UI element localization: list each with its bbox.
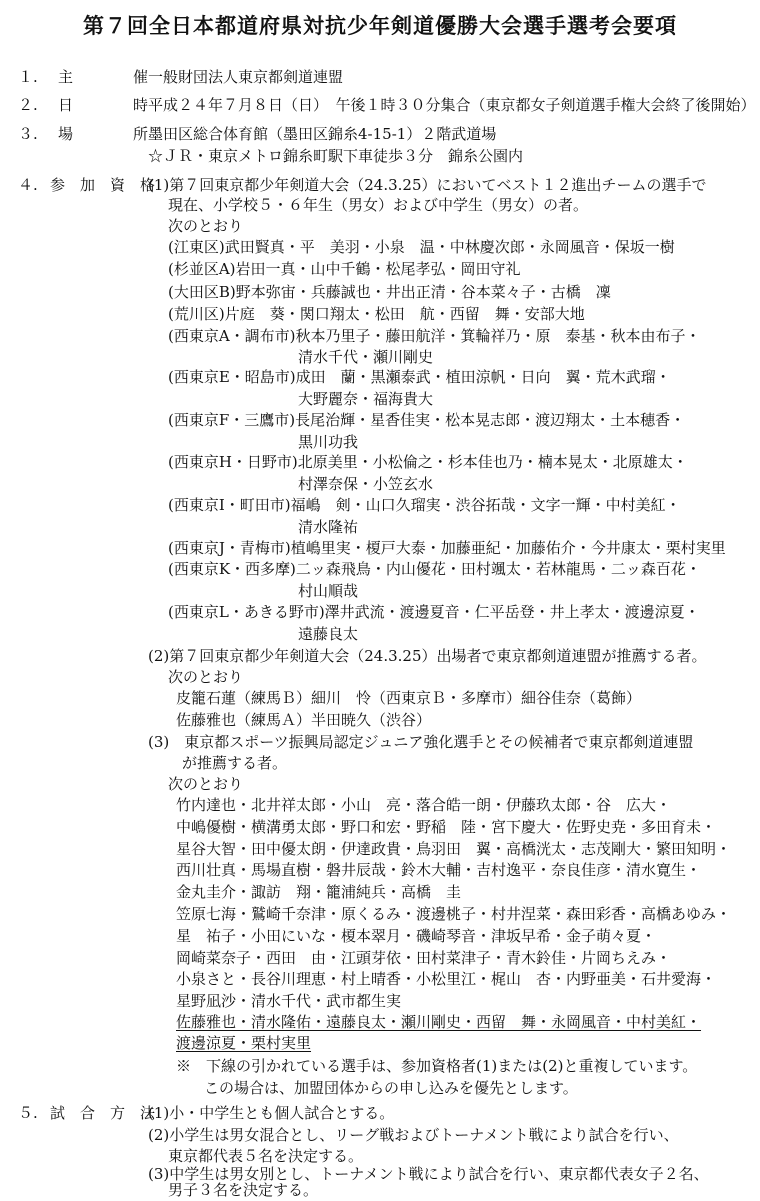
team-line: (西東京E・昭島市)成田 蘭・黒瀬泰武・植田涼帆・日向 翼・荒木武瑠・: [168, 368, 671, 386]
team-line: (西東京F・三鷹市)長尾治輝・星香佳実・松本晃志郎・渡辺翔太・土本穂香・: [168, 411, 686, 429]
team-line: (西東京A・調布市)秋本乃里子・藤田航洋・箕輪祥乃・原 泰基・秋本由布子・: [168, 327, 701, 345]
team-line: (西東京J・青梅市)植嶋里実・榎戸大泰・加藤亜紀・加藤佑介・今井康太・栗村実里: [168, 539, 726, 557]
q2-names: 佐藤雅也（練馬Ａ）半田暁久（渋谷）: [176, 711, 432, 729]
q3-underlined-names: 渡邊涼夏・栗村実里: [176, 1034, 312, 1052]
s5-item: 東京都代表５名を決定する。: [168, 1147, 364, 1165]
section-1-number: １.: [18, 68, 38, 86]
section-1-organizer: 一般財団法人東京都剣道連盟: [148, 68, 344, 86]
q3-names-line: 竹内達也・北井祥太郎・小山 亮・落合皓一朗・伊藤玖太郎・谷 広大・: [176, 796, 672, 814]
page-title: 第７回全日本都道府県対抗少年剣道優勝大会選手選考会要項: [83, 13, 677, 38]
s5-item: 男子３名を決定する。: [168, 1181, 319, 1199]
team-line: (荒川区)片庭 葵・関口翔太・松田 航・西留 舞・安部大地: [168, 305, 585, 323]
team-line: 清水千代・瀬川剛史: [298, 348, 434, 366]
section-3-venue: 墨田区総合体育館（墨田区錦糸4-15-1）２階武道場: [148, 125, 497, 143]
q3-names-line: 笠原七海・鷲崎千奈津・原くるみ・渡邊桃子・村井涅菜・森田彩香・高橋あゆみ・: [176, 905, 732, 923]
q3-names-line: 中嶋優樹・横溝勇太郎・野口和宏・野稲 陸・宮下慶大・佐野史尭・多田育未・: [176, 818, 717, 836]
section-5-label: 試 合 方 法: [50, 1104, 156, 1122]
q2-line1: (2)第７回東京都少年剣道大会（24.3.25）出場者で東京都剣道連盟が推薦する者。: [148, 647, 707, 665]
q2-intro: 次のとおり: [168, 668, 244, 686]
q3-names-line: 金丸圭介・諏訪 翔・籠浦純兵・高橋 圭: [176, 883, 462, 901]
q3-line2: が推薦する者。: [182, 754, 288, 772]
q3-line1: (3) 東京都スポーツ振興局認定ジュニア強化選手とその候補者で東京都剣道連盟: [148, 733, 694, 751]
s5-item: (3)中学生は男女別とし、トーナメント戦により試合を行い、東京都代表女子２名、: [148, 1165, 709, 1183]
section-3-number: ３.: [18, 125, 38, 143]
team-line: (西東京K・西多摩)二ッ森飛鳥・内山優花・田村颯太・若林龍馬・二ッ森百花・: [168, 560, 701, 578]
q1-line1: (1)第７回東京都少年剣道大会（24.3.25）においてベスト１２進出チームの選手で: [148, 176, 707, 194]
section-2-label: 日 時: [58, 96, 149, 114]
q3-names-line: 星野凪沙・清水千代・武市都生実: [176, 992, 402, 1010]
s5-item: (1)小・中学生とも個人試合とする。: [148, 1104, 395, 1122]
team-line: 黒川功我: [298, 433, 359, 451]
team-line: 村澤奈保・小笠玄水: [298, 475, 434, 493]
section-5-number: ５.: [18, 1104, 38, 1122]
team-line: 村山順哉: [298, 582, 359, 600]
q3-intro: 次のとおり: [168, 775, 244, 793]
q3-note-1: ※ 下線の引かれている選手は、参加資格者(1)または(2)と重複しています。: [176, 1057, 698, 1075]
team-line: (西東京L・あきる野市)澤井武流・渡邊夏音・仁平岳登・井上孝太・渡邊涼夏・: [168, 603, 700, 621]
q3-names-line: 岡崎菜奈子・西田 由・江頭芽依・田村菜津子・青木鈴佳・片岡ちえみ・: [176, 949, 672, 967]
section-3-label: 場 所: [58, 125, 149, 143]
team-line: 遠藤良太: [298, 625, 359, 643]
team-line: (西東京H・日野市)北原美里・小松倫之・杉本佳也乃・楠本晃太・北原雄太・: [168, 453, 688, 471]
q1-line2: 現在、小学校５・６年生（男女）および中学生（男女）の者。: [168, 196, 589, 214]
q3-names-line: 西川壮真・馬場直樹・磐井辰哉・鈴木大輔・吉村逸平・奈良佳彦・清水寛生・: [176, 861, 702, 879]
q2-names: 皮籠石蓮（練馬Ｂ）細川 怜（西東京Ｂ・多摩市）細谷佳奈（葛飾）: [176, 689, 642, 707]
q3-note-2: この場合は、加盟団体からの申し込みを優先とします。: [204, 1079, 578, 1097]
q3-underlined-names: 佐藤雅也・清水隆佑・遠藤良太・瀬川剛史・西留 舞・永岡風音・中村美紅・: [176, 1013, 702, 1031]
team-line: 清水隆祐: [298, 518, 359, 536]
section-2-number: ２.: [18, 96, 38, 114]
section-4-label: 参 加 資 格: [50, 176, 156, 194]
team-line: 大野麗奈・福海貴大: [298, 390, 434, 408]
section-3-access: ☆ＪＲ・東京メトロ錦糸町駅下車徒歩３分 錦糸公園内: [148, 147, 524, 165]
section-1-label: 主 催: [58, 68, 149, 86]
q3-names-line: 星 祐子・小田にいな・榎本翠月・磯崎琴音・津坂早希・金子萌々夏・: [176, 927, 657, 945]
team-line: (西東京I・町田市)福嶋 剣・山口久瑠実・渋谷拓哉・文字一輝・中村美紅・: [168, 496, 681, 514]
section-4-number: ４.: [18, 176, 38, 194]
q1-intro: 次のとおり: [168, 217, 244, 235]
q3-names-line: 星谷大智・田中優太朗・伊達政貴・鳥羽田 翼・高橋洸太・志茂剛大・繁田知明・: [176, 840, 732, 858]
team-line: (江東区)武田賢真・平 美羽・小泉 温・中林慶次郎・永岡風音・保坂一樹: [168, 238, 675, 256]
team-line: (大田区B)野本弥宙・兵藤誠也・井出正清・谷本菜々子・古橋 凜: [168, 283, 611, 301]
q3-names-line: 小泉さと・長谷川理恵・村上晴香・小松里江・梶山 杏・内野亜美・石井愛海・: [176, 970, 717, 988]
section-2-datetime: 平成２４年７月８日（日） 午後１時３０分集合（東京都女子剣道選手権大会終了後開始）: [148, 96, 756, 114]
team-line: (杉並区A)岩田一真・山中千鶴・松尾孝弘・岡田守礼: [168, 260, 521, 278]
s5-item: (2)小学生は男女混合とし、リーグ戦およびトーナメント戦により試合を行い、: [148, 1126, 679, 1144]
